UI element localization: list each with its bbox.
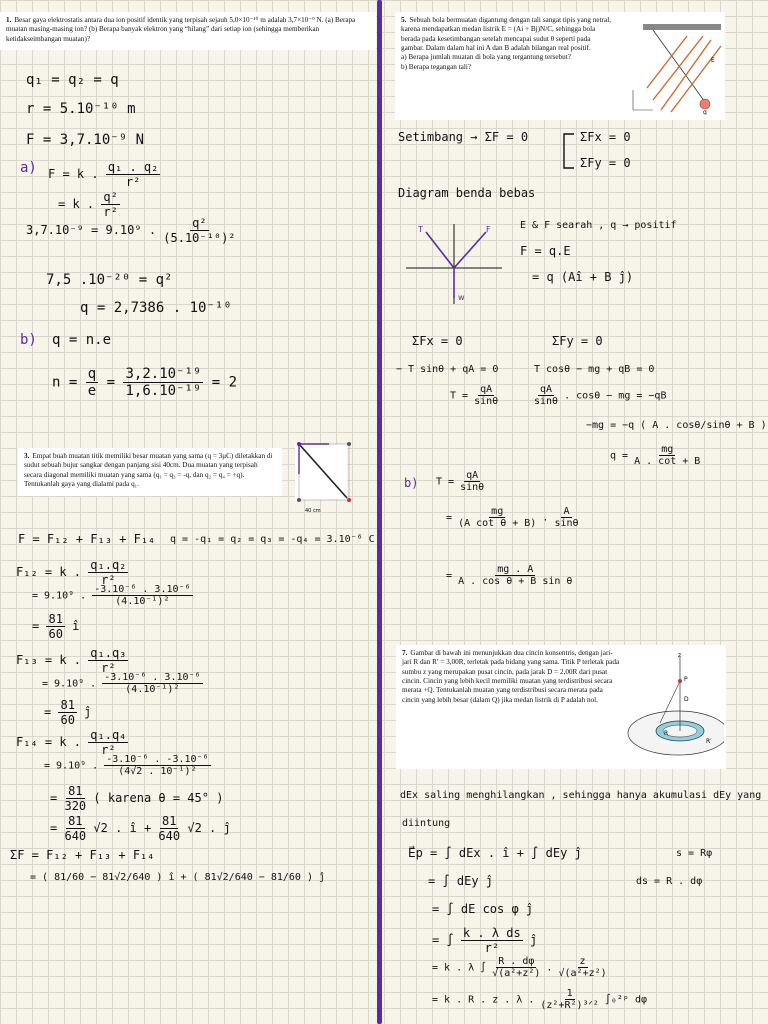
svg-text:D: D [684, 696, 689, 703]
field-integral-y: = ∫ dEy ĵ [428, 874, 494, 888]
svg-text:z: z [678, 652, 682, 659]
svg-text:q: q [703, 109, 707, 115]
arc-length: s = Rφ [676, 848, 713, 859]
free-body-title: Diagram benda bebas [398, 186, 536, 200]
problem-1-card [0, 12, 376, 50]
field-substituted: = k . λ ∫ $\frac{R . d\varphi}{\text{√(a²+z²)}}$ . $\frac{z}{\text{√(a²+z²)}}$ [432, 956, 607, 979]
coulomb-law-simplified: = k . $\frac{\text{q²}}{\text{r²}}$ [58, 190, 118, 219]
q-result-5: q = $\frac{mg}{A . \cot + B}$ [610, 444, 701, 467]
q-ne: q = n.e [52, 332, 112, 348]
f12-formula: F₁₂ = k . $\frac{\text{q₁.q₂}}{\text{r²}}$ [16, 558, 127, 587]
f13-substituted: = 9.10⁹ . $\frac{\text{-3.10⁻⁶ . 3.10⁻⁶}}{\text{(4.10⁻¹)²}}$ [42, 672, 201, 695]
svg-text:T: T [418, 225, 423, 234]
problem-3-card [18, 448, 282, 496]
electric-force-components: = q (Aî + B ĵ) [532, 270, 634, 284]
q-result: q = 2,7386 . 10⁻¹⁰ [80, 300, 232, 316]
field-direction-note: E & F searah , q → positif [520, 220, 677, 231]
svg-text:E: E [711, 57, 715, 64]
y-equation: T cosθ − mg + qB = 0 [534, 364, 655, 375]
mg-equation: −mg = −q ( A . cosθ/sinθ + B ) [586, 420, 767, 431]
note-charges-equal: q₁ = q₂ = q [26, 72, 119, 88]
total-force-sum: F = F₁₂ + F₁₃ + F₁₄ [18, 532, 156, 546]
problem-3-text: 3. Empat buah muatan titik memiliki besar muatan yang sama (q = 3μC) diletakkan di sudut sebuah bujur sangkar dengan panjang sisi 40cm. Dua muatan yang terpisah secara diagonal memiliki muatan yang sama (q₁ = q₃ = -q, dan q₂ = q₄ = +q). Tentukanlah gaya yang dialami pada q₁. [24, 452, 273, 489]
tension-substituted: = $\frac{mg}{\text{(A cot θ + B)}}$ . $\frac{A}{\sin\theta}$ [446, 506, 579, 529]
page-divider [377, 0, 382, 1024]
f13-formula: F₁₃ = k . $\frac{\text{q₁.q₃}}{\text{r²}}$ [16, 646, 127, 675]
hanging-ball-figure [623, 20, 723, 115]
note-force: F = 3,7.10⁻⁹ N [26, 132, 145, 148]
net-force-result: = ( 81/60 − 81√2/640 ) î + ( 81√2/640 − 81/60 ) ĵ [30, 872, 326, 883]
svg-text:R′: R′ [706, 738, 712, 745]
sum-fy-zero: ΣFy = 0 [552, 334, 603, 348]
f14-intermediate: = $\frac{81}{320}$ ( karena θ = 45° ) [50, 784, 224, 813]
f13-result: = $\frac{81}{60}$ ĵ [44, 698, 92, 727]
part-b-label-5: b) [404, 476, 419, 490]
coulomb-substituted: 3,7.10⁻⁹ = 9.10⁹ . $\frac{\text{q²}}{\text{(5.10⁻¹⁰)²}}$ [26, 216, 236, 245]
n-calculation: n = $\frac{q}{e}$ = $\frac{\text{3,2.10⁻¹⁹}}{\text{1,6.10⁻¹⁹}}$ = 2 [52, 366, 238, 399]
f14-components: = $\frac{81}{640}$ √2 . î + $\frac{81}{640}$ √2 . ĵ [50, 814, 231, 843]
field-final: = k . R . z . λ . $\frac{1}{\text{(z²+R²)³ᐟ²}}$ ∫₀²ᵖ dφ [432, 988, 647, 1011]
f14-formula: F₁₄ = k . $\frac{\text{q₁.q₄}}{\text{r²}}$ [16, 728, 127, 757]
charges-values: q = -q₁ = q₂ = q₃ = -q₄ = 3.10⁻⁶ C [170, 534, 375, 545]
sum-fx-zero: ΣFx = 0 [412, 334, 463, 348]
equilibrium-condition: Setimbang → ΣF = 0 [398, 130, 529, 144]
part-b-label: b) [20, 332, 37, 348]
y-substituted: $\frac{qA}{\sin\theta}$ . cosθ − mg = −qB [534, 384, 667, 407]
coulomb-law: F = k . $\frac{\text{q₁ . q₂}}{\text{r²}}$ [48, 160, 159, 189]
f14-substituted: = 9.10⁹ . $\frac{\text{-3.10⁻⁶ . -3.10⁻⁶}}{\text{(4√2 . 10⁻¹)²}}$ [44, 754, 209, 777]
problem-5-text-block: 5. Sebuah bola bermuatan digantung dengan tali sangat tipis yang netral, karena mendapatkan medan listrik E = (Ai + Bj)N/C, sehingga bola berada pada kesetimbangan setelah mencapai sudut θ seperti pada gambar. Dalam dalam hal ini A dan B adalah bilangan real positif. a) Berapa jumlah muatan di bola yang tergantung tersebut? b) Berapa tegangan tali? [401, 16, 611, 71]
free-body-diagram [406, 218, 506, 308]
electric-force: F = q.E [520, 244, 571, 258]
dex-cancel-note: dEx saling menghilangkan , sehingga hanya akumulasi dEy yang [400, 790, 762, 801]
part-a-label: a) [20, 160, 37, 176]
concentric-rings-figure [620, 651, 724, 763]
arc-length-differential: ds = R . dφ [636, 876, 703, 887]
problem-5-card [395, 12, 725, 120]
tension-formula: T = $\frac{qA}{\sin\theta}$ [436, 470, 485, 493]
svg-text:R: R [664, 730, 669, 737]
problem-7-text-block: 7. Gambar di bawah ini menunjukkan dua cincin konsentris, dengan jari-jari R dan R′ = 3,00R, terletak pada bidang yang sama. Titik P terletak pada sumbu z yang merupakan pusat cincin, pada jarak D = 2,00R dari pusat cincin. Cincin yang lebih kecil memiliki muatan yang terdistribusi secara merata +Q. Tentukanlah muatan yang terdistribusi secara merata pada cincin yang lebih besar (dalam Q) jika medan listrik di P adalah nol. [402, 649, 620, 704]
f12-result: = $\frac{81}{60}$ î [32, 612, 80, 641]
problem-1-text: 1. Besar gaya elektrostatis antara dua ion positif identik yang terpisah sejauh 5,0×10⁻¹⁰ m adalah 3,7×10⁻⁹ N. (a) Berapa muatan masing-masing ion? (b) Berapa banyak elektron yang “hilang” dari setiap ion (sehingga memberikan ketidakseimbangan muatan)? [6, 16, 356, 43]
svg-text:40 cm: 40 cm [305, 508, 321, 514]
equilibrium-bracket [560, 132, 580, 172]
f12-substituted: = 9.10⁹ . $\frac{\text{-3.10⁻⁶ . 3.10⁻⁶}}{\text{(4.10⁻¹)²}}$ [32, 584, 191, 607]
sum-fx: ΣFx = 0 [580, 130, 631, 144]
x-equation: − T sinθ + qA = 0 [396, 364, 499, 375]
field-coulomb-integral: = ∫ $\frac{\text{k . λ ds}}{\text{r²}}$ ĵ [432, 926, 538, 955]
svg-text:F: F [486, 225, 491, 234]
problem-7-card [396, 645, 726, 769]
svg-text:w: w [458, 293, 465, 302]
tension-result: = $\frac{mg . A}{\text{A . cos θ + B sin θ}}$ [446, 564, 573, 587]
field-integral: E⃗p = ∫ dEx . î + ∫ dEy ĵ [408, 846, 582, 860]
sum-fy: ΣFy = 0 [580, 156, 631, 170]
tension-from-x: T = $\frac{qA}{\sin\theta}$ [450, 384, 499, 407]
dex-cancel-note-2: diintung [402, 818, 451, 829]
svg-text:P: P [684, 676, 688, 683]
square-charges-figure [285, 436, 365, 516]
q-squared: 7,5 .10⁻²⁰ = q² [46, 272, 173, 288]
net-force-sum: ΣF = F₁₂ + F₁₃ + F₁₄ [10, 848, 155, 862]
note-distance: r = 5.10⁻¹⁰ m [26, 101, 136, 117]
field-cos: = ∫ dE cos φ ĵ [432, 902, 534, 916]
